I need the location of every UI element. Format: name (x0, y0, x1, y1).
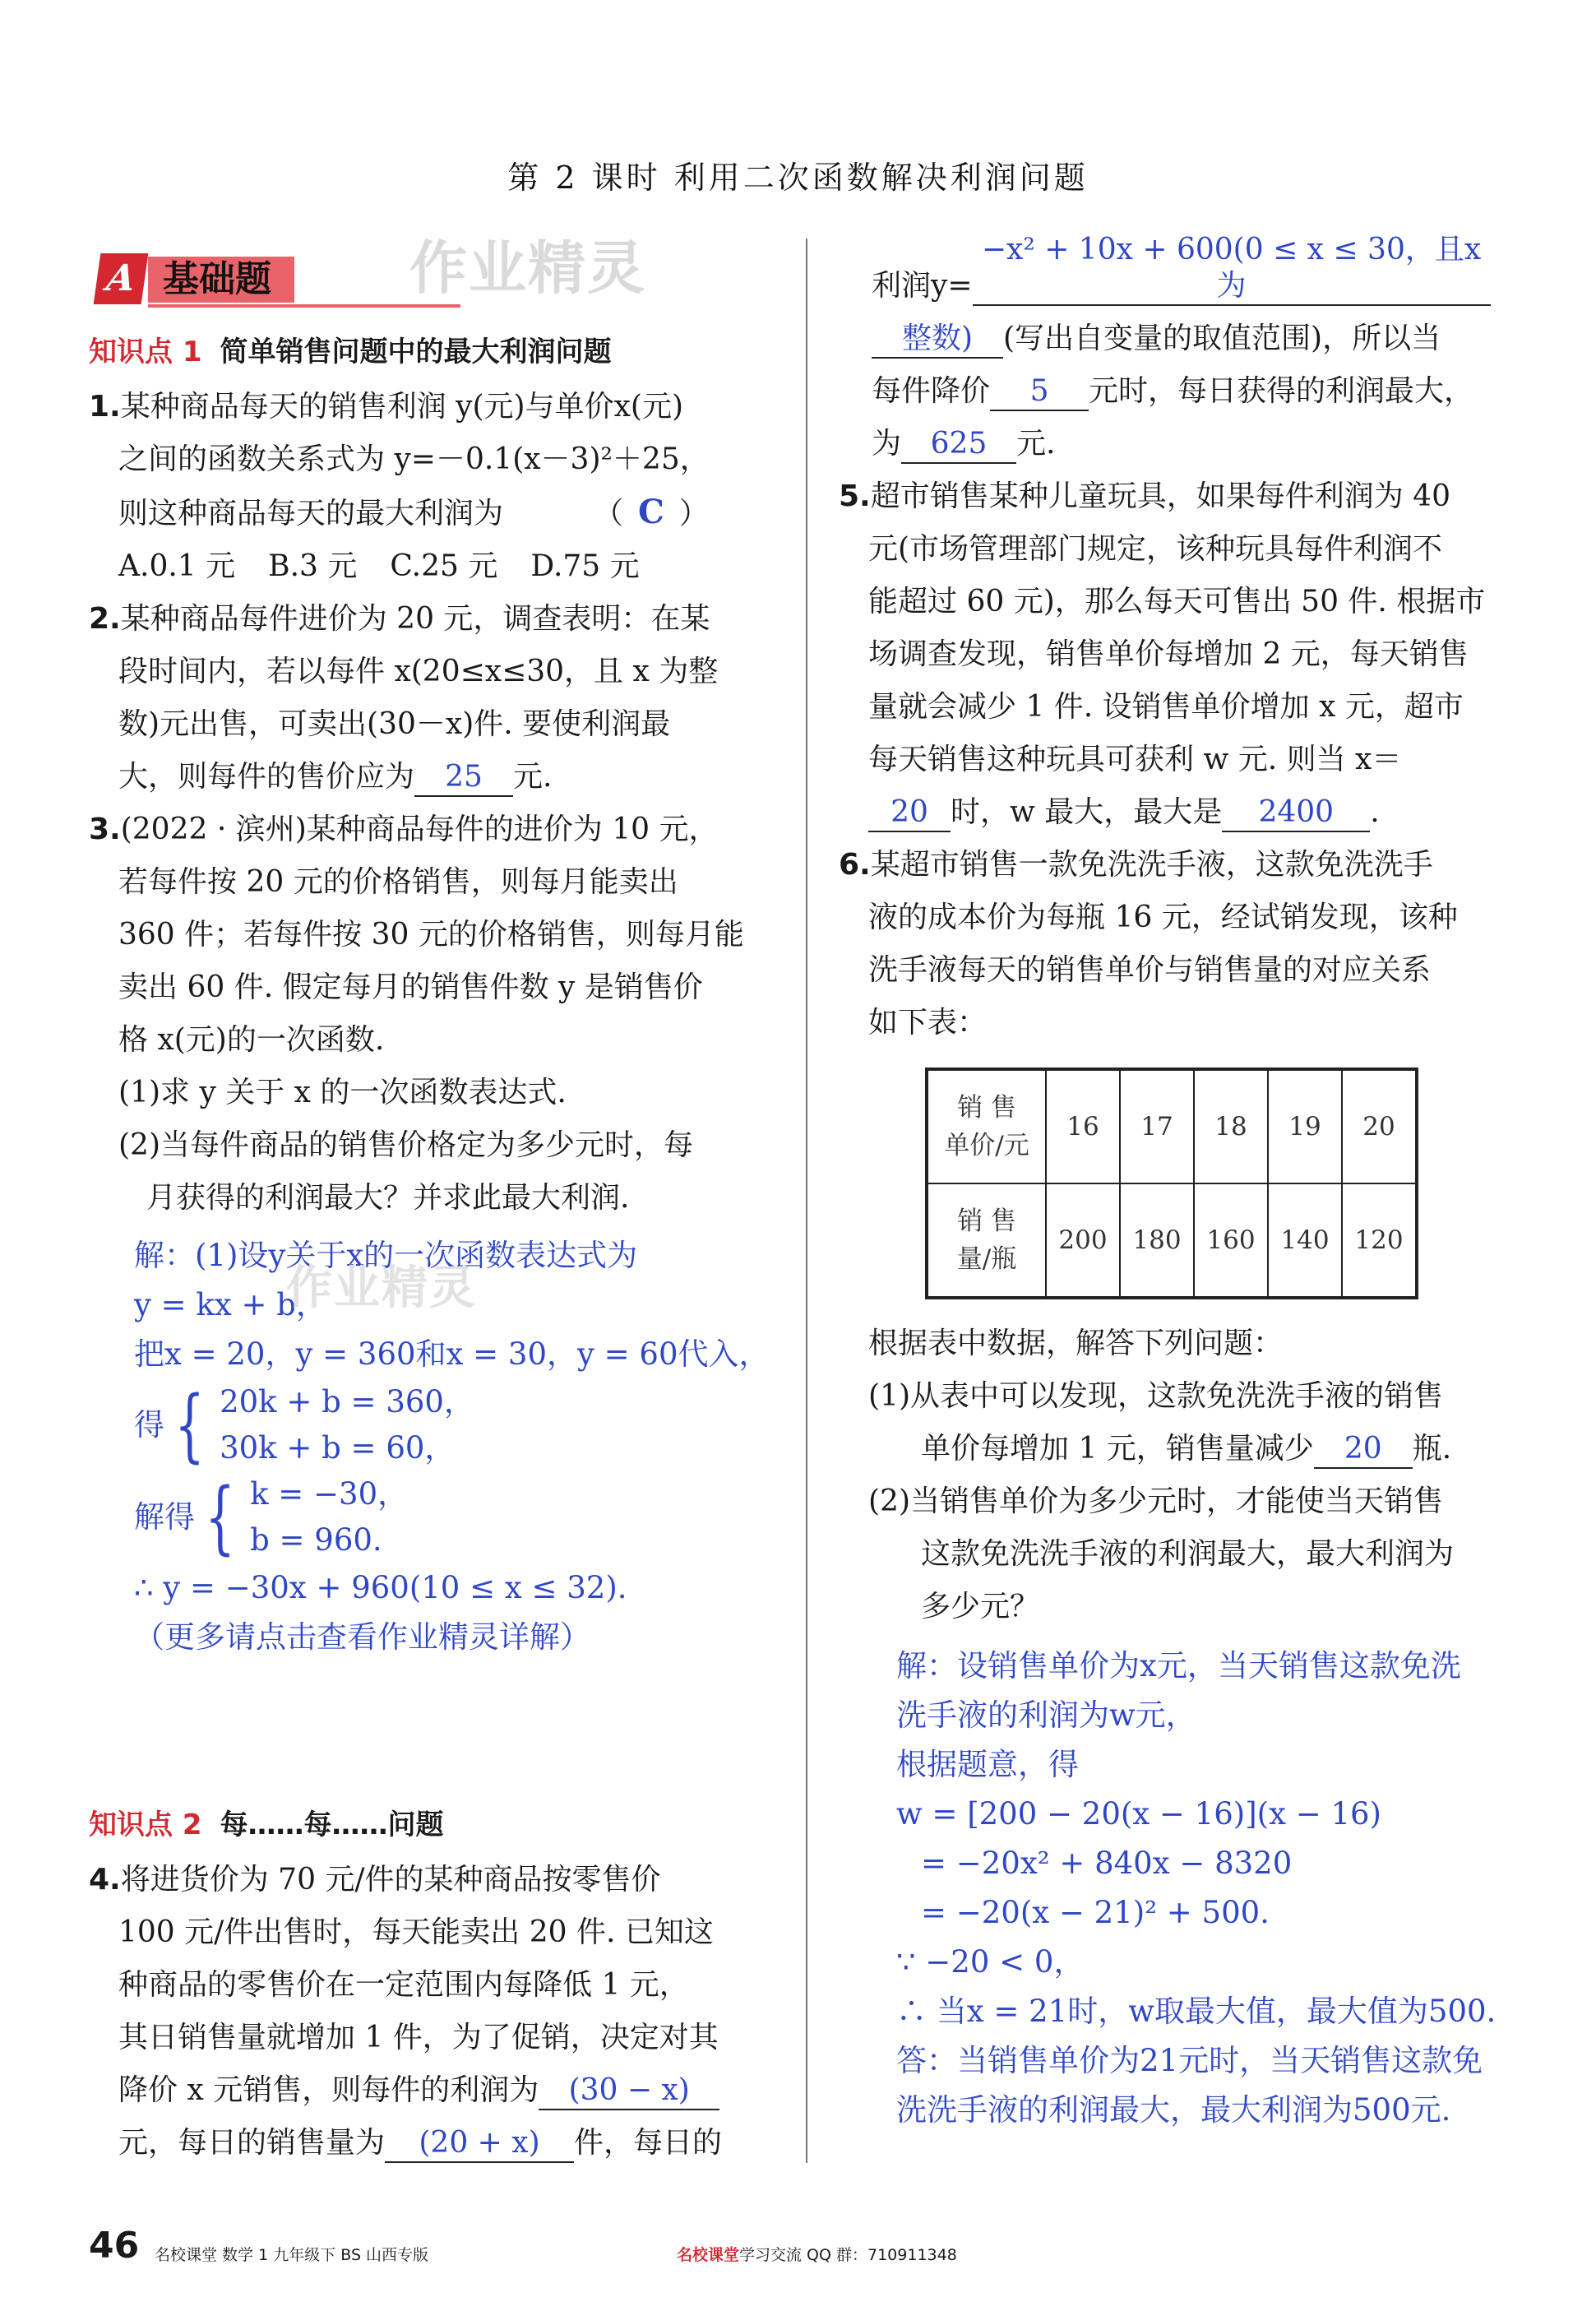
table-head-price (927, 1069, 1046, 1183)
q1-bracket-left: （ (594, 497, 624, 530)
q1-choice-c: C.25 元 (390, 549, 498, 583)
q6-sol-line-7: ∵ −20 < 0， (896, 1944, 1085, 1980)
brace-icon: { (205, 1471, 235, 1563)
q6-sol-line-9: 答：当销售单价为21元时，当天销售这款免 (896, 2043, 1483, 2078)
kp2-title: 每……每……问题 (220, 1809, 444, 1841)
q6-sub-2b: 这款免洗洗手液的利润最大，最大利润为 (921, 1537, 1455, 1571)
q1-choice-b: B.3 元 (268, 549, 358, 583)
q6-line-5: 根据表中数据，解答下列问题： (868, 1327, 1284, 1360)
table-cell: 200 (1046, 1183, 1120, 1298)
head-price-1: 销 售 (957, 1093, 1016, 1123)
q3-line-2: 若每件按 20 元的价格销售，则每月能卖出 (118, 865, 678, 899)
q3-sub-2a: (2)当每件商品的销售价格定为多少元时，每 (118, 1128, 693, 1162)
page-title: 第 2 课时 利用二次函数解决利润问题 (507, 160, 1089, 196)
footer-qq-text: 学习交流 QQ 群：710911348 (739, 2246, 957, 2264)
q3-solution (89, 1231, 779, 1662)
q3-sub-1: (1)求 y 关于 x 的一次函数表达式. (118, 1076, 567, 1109)
q6-sol-line-2: 洗手液的利润为w元， (896, 1697, 1196, 1733)
q4-line-5: 降价 x 元销售，则每件的利润为 (118, 2073, 539, 2107)
q3-sol-line-1: 解：(1)设y关于x的一次函数表达式为 (134, 1238, 638, 1273)
q5-answer-2: 2400 (1222, 794, 1370, 832)
table-cell: 20 (1342, 1069, 1417, 1183)
q1-line-2: 之间的函数关系式为 y=－0.1(x－3)²＋25， (118, 442, 710, 476)
question-2 (89, 593, 779, 804)
q6-number: 6. (839, 848, 871, 882)
question-6 (839, 839, 1538, 2135)
q6-line-4: 如下表： (868, 1006, 988, 1040)
q5-line-6: 每天销售这种玩具可获利 w 元. 则当 x＝ (868, 743, 1402, 776)
q3-line-3: 360 件；若每件按 30 元的价格销售，则每月能 (118, 918, 744, 952)
q6-sol-line-10: 洗洗手液的利润最大，最大利润为500元. (896, 2092, 1451, 2128)
kp1-tag: 知识点 1 (89, 336, 202, 368)
section-label: 基础题 (148, 257, 294, 303)
question-4 (89, 1854, 779, 2170)
q2-line-1: 某种商品每件进价为 20 元，调查表明：在某 (120, 602, 710, 636)
column-divider (806, 239, 807, 2163)
table-cell: 19 (1268, 1069, 1342, 1183)
q4-line-1: 将进货价为 70 元/件的某种商品按零售价 (120, 1863, 661, 1897)
q1-bracket-right: ） (678, 497, 709, 530)
q4-line-4: 其日销售量就增加 1 件，为了促销，决定对其 (118, 2021, 719, 2054)
knowledge-point-2 (89, 1802, 779, 1842)
q2-line-2: 段时间内，若以每件 x(20≤x≤30，且 x 为整 (118, 655, 719, 688)
q3-number: 3. (89, 813, 121, 846)
price-volume-table (925, 1068, 1418, 1299)
q3-watermark: 作业精灵 (286, 1262, 477, 1315)
q1-choice-d: D.75 元 (530, 549, 640, 583)
q4-cont-4: 为 (872, 427, 902, 461)
q2-number: 2. (89, 602, 121, 636)
q3-sol-eq-1: 20k + b = 360， (220, 1384, 474, 1419)
q1-choice-a: A.0.1 元 (118, 549, 236, 583)
q3-sol-de: 得 (134, 1407, 164, 1443)
question-1 (89, 381, 779, 593)
q6-sol-line-6: = −20(x − 21)² + 500. (921, 1895, 1270, 1930)
q6-sub-1b: 单价每增加 1 元，销售量减少 (921, 1432, 1314, 1466)
q2-answer: 25 (414, 759, 513, 797)
q1-choices (89, 540, 779, 593)
footer-brand-logo: 名校课堂 (677, 2246, 740, 2264)
q3-sol-system (134, 1379, 779, 1471)
question-4-cont (872, 232, 1538, 470)
q1-answer: C (638, 493, 664, 531)
left-column (89, 234, 779, 2170)
q6-line-2: 液的成本价为每瓶 16 元，经试销发现，该种 (868, 901, 1458, 934)
kp1-title: 简单销售问题中的最大利润问题 (220, 336, 612, 368)
right-column (839, 232, 1538, 2135)
q2-line-3: 数)元出售，可卖出(30－x)件. 要使利润最 (118, 707, 671, 741)
brace-icon: { (174, 1379, 205, 1471)
footer-book-info: 名校课堂 数学 1 九年级下 BS 山西专版 (155, 2246, 429, 2264)
q3-sol-eq-2: 30k + b = 60， (220, 1430, 456, 1466)
table-cell: 160 (1194, 1183, 1268, 1298)
q5-line-4: 场调查发现，销售单价每增加 2 元，每天销售 (868, 637, 1469, 671)
q6-sol-line-5: = −20x² + 840x − 8320 (921, 1846, 1293, 1881)
q1-line-1: 某种商品每天的销售利润 y(元)与单价x(元) (120, 390, 683, 424)
q4-line-6-end: 件，每日的 (574, 2126, 723, 2160)
q4-cont-3-end: 元时，每日获得的利润最大， (1089, 374, 1474, 408)
footer-qq (677, 2243, 957, 2265)
q5-answer-1: 20 (868, 794, 951, 832)
q3-line-5: 格 x(元)的一次函数. (118, 1023, 385, 1057)
question-5 (839, 470, 1538, 839)
table-cell: 16 (1046, 1069, 1120, 1183)
q3-sol-result (134, 1471, 779, 1563)
q6-line-1: 某超市销售一款免洗洗手液，这款免洗洗手 (870, 848, 1433, 882)
q5-line-7: 时，w 最大，最大是 (951, 795, 1223, 829)
footer (89, 2225, 1511, 2274)
q3-sol-line-3: 把x = 20，y = 360和x = 30，y = 60代入， (134, 1336, 770, 1372)
section-banner (89, 234, 779, 313)
table-cell: 18 (1194, 1069, 1268, 1183)
q5-line-2: 元(市场管理部门规定，该种玩具每件利润不 (868, 532, 1443, 566)
head-price-2: 单价/元 (944, 1131, 1029, 1160)
q3-sol-line-4: ∴ y = −30x + 960(10 ≤ x ≤ 32). (134, 1570, 627, 1605)
q3-sol-line-2: y = kx + b， (134, 1287, 326, 1322)
table-cell: 180 (1120, 1183, 1194, 1298)
head-volume-1: 销 售 (957, 1206, 1016, 1236)
q1-line-3: 则这种商品每天的最大利润为 (118, 497, 504, 530)
q4-answer-1: (30 − x) (539, 2072, 719, 2110)
q4-line-2: 100 元/件出售时，每天能卖出 20 件. 已知这 (118, 1915, 714, 1949)
q2-line-4: 大，则每件的售价应为 (118, 760, 415, 794)
q3-more-link[interactable]: （更多请点击查看作业精灵详解） (134, 1619, 590, 1655)
q4-answer-4: 5 (990, 373, 1089, 411)
q4-cont-4-end: 元. (1016, 427, 1056, 461)
table-cell: 17 (1120, 1069, 1194, 1183)
page-number: 46 (89, 2225, 140, 2267)
q6-sol-line-8: ∴ 当x = 21时，w取最大值，最大值为500. (896, 1994, 1497, 2029)
q6-solution (839, 1642, 1538, 2135)
q4-cont-1: 利润y= (872, 269, 973, 303)
q5-line-3: 能超过 60 元)，那么每天可售出 50 件. 根据市 (868, 585, 1486, 618)
q5-line-5: 量就会减少 1 件. 设销售单价增加 x 元，超市 (868, 690, 1464, 724)
q4-line-6: 元，每日的销售量为 (118, 2126, 386, 2160)
q4-answer-2: (20 + x) (385, 2125, 574, 2163)
q4-answer-5: 625 (901, 426, 1016, 464)
q6-sol-line-1: 解：设销售单价为x元，当天销售这款免洗 (896, 1648, 1461, 1683)
q4-cont-3: 每件降价 (872, 374, 991, 408)
section-letter: A (94, 253, 149, 304)
q3-sol-jd: 解得 (134, 1499, 195, 1535)
q4-answer-3: −x² + 10x + 600(0 ≤ x ≤ 30，且x为 (973, 232, 1491, 306)
q5-number: 5. (839, 479, 871, 513)
q1-number: 1. (89, 390, 121, 424)
table-cell: 120 (1342, 1183, 1417, 1298)
table-row-volume (927, 1183, 1417, 1298)
q3-line-4: 卖出 60 件. 假定每月的销售件数 y 是销售价 (118, 970, 703, 1004)
q2-line-4-end: 元. (513, 760, 553, 794)
q4-cont-2: (写出自变量的取值范围)，所以当 (1003, 322, 1441, 355)
q6-sub-2c: 多少元？ (921, 1590, 1040, 1623)
q3-sub-2b: 月获得的利润最大？并求此最大利润. (146, 1181, 630, 1215)
q4-number: 4. (89, 1863, 121, 1897)
q6-sub-1c: 瓶. (1412, 1432, 1452, 1466)
table-cell: 140 (1268, 1183, 1342, 1298)
q6-sol-line-4: w = [200 − 20(x − 16)](x − 16) (896, 1796, 1381, 1832)
q6-sol-line-3: 根据题意，得 (896, 1747, 1079, 1782)
table-head-volume (927, 1183, 1046, 1298)
q6-sub-1a: (1)从表中可以发现，这款免洗洗手液的销售 (868, 1379, 1443, 1413)
q3-sol-res-2: b = 960. (250, 1522, 382, 1558)
watermark: 作业精灵 (409, 234, 646, 302)
q6-sub-2a: (2)当销售单价为多少元时，才能使当天销售 (868, 1484, 1443, 1518)
table-row-price (927, 1069, 1417, 1183)
q6-line-3: 洗手液每天的销售单价与销售量的对应关系 (868, 953, 1432, 987)
question-3 (89, 804, 779, 1662)
q5-line-1: 超市销售某种儿童玩具，如果每件利润为 40 (870, 479, 1450, 513)
q5-line-7-end: . (1370, 795, 1380, 829)
q3-line-1: (2022 · 滨州)某种商品每件的进价为 10 元， (120, 813, 719, 846)
knowledge-point-1 (89, 329, 779, 369)
head-volume-2: 量/瓶 (956, 1244, 1017, 1274)
q3-sol-res-1: k = −30， (250, 1476, 409, 1512)
q4-answer-3b: 整数) (872, 321, 1003, 359)
q4-line-3: 种商品的零售价在一定范围内每降低 1 元， (118, 1968, 689, 2002)
kp2-tag: 知识点 2 (89, 1809, 202, 1841)
q6-answer-1: 20 (1314, 1431, 1413, 1469)
